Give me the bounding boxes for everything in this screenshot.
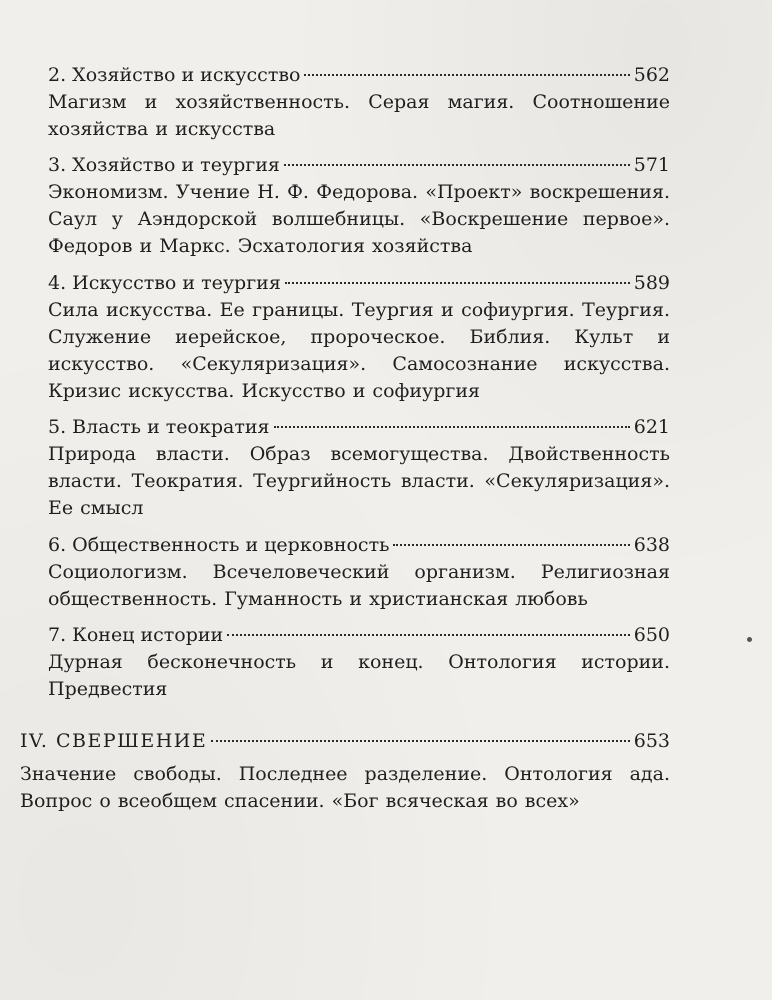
paper-speck (747, 637, 752, 642)
toc-entry-title-line (48, 152, 670, 179)
toc-page-number: 571 (633, 154, 670, 176)
toc-entry-title-line (48, 62, 670, 89)
toc-entry-4 (48, 270, 670, 405)
toc-page-number: 650 (633, 624, 670, 646)
toc-page-number: 638 (633, 534, 670, 556)
toc-entry-title-line (48, 270, 670, 297)
toc-section-iv (20, 728, 670, 815)
toc-page-number: 653 (633, 730, 670, 752)
toc-section-title: IV. СВЕРШЕНИЕ (20, 730, 208, 752)
toc-entry-title-line (48, 414, 670, 441)
toc-entry-title-line (48, 622, 670, 649)
toc-entry-title: 2. Хозяйство и искусство (48, 64, 301, 86)
toc-page-number: 621 (633, 416, 670, 438)
toc-entry-5 (48, 414, 670, 522)
toc-entry-3 (48, 152, 670, 260)
toc-entry-title: 3. Хозяйство и теургия (48, 154, 280, 176)
toc-entry-7 (48, 622, 670, 703)
dot-leader (393, 544, 629, 546)
toc-page-number: 562 (633, 64, 670, 86)
dot-leader (211, 740, 630, 742)
toc-entry-description: Природа власти. Образ всемогущества. Двойственность власти. Теократия. Теургийность власти. «Секуляризация». Ее смысл (48, 443, 670, 519)
toc-entry-description: Магизм и хозяйственность. Серая магия. Соотношение хозяйства и искусства (48, 91, 670, 140)
toc-entry-title: 7. Конец истории (48, 624, 224, 646)
toc-entry-description: Экономизм. Учение Н. Ф. Федорова. «Проект» воскрешения. Саул у Аэндорской волшебницы. «Воскрешение первое». Федоров и Маркс. Эсхатология хозяйства (48, 181, 670, 257)
toc-entry-title: 4. Искусство и теургия (48, 272, 281, 294)
toc-entry-title: 6. Общественность и церковность (48, 534, 390, 556)
toc-entry-description: Сила искусства. Ее границы. Теургия и софиургия. Теургия. Служение иерейское, пророческое. Библия. Культ и искусство. «Секуляризация». Самосознание искусства. Кризис искусства. Искусство и софиургия (48, 299, 670, 402)
dot-leader (284, 164, 630, 166)
toc-entry-title: 5. Власть и теократия (48, 416, 270, 438)
toc-entry-description: Дурная бесконечность и конец. Онтология истории. Предвестия (48, 651, 670, 700)
toc-page-number: 589 (633, 272, 670, 294)
toc-entry-title-line (48, 532, 670, 559)
dot-leader (274, 426, 630, 428)
toc-entry-6 (48, 532, 670, 613)
dot-leader (285, 282, 630, 284)
dot-leader (304, 74, 629, 76)
toc-entry-2 (48, 62, 670, 143)
dot-leader (227, 634, 630, 636)
toc-entry-description: Социологизм. Всечеловеческий организм. Религиозная общественность. Гуманность и христианская любовь (48, 561, 670, 610)
toc-section-description: Значение свободы. Последнее разделение. Онтология ада. Вопрос о всеобщем спасении. «Бог всяческая во всех» (20, 763, 670, 812)
toc-section-title-line (20, 728, 670, 755)
